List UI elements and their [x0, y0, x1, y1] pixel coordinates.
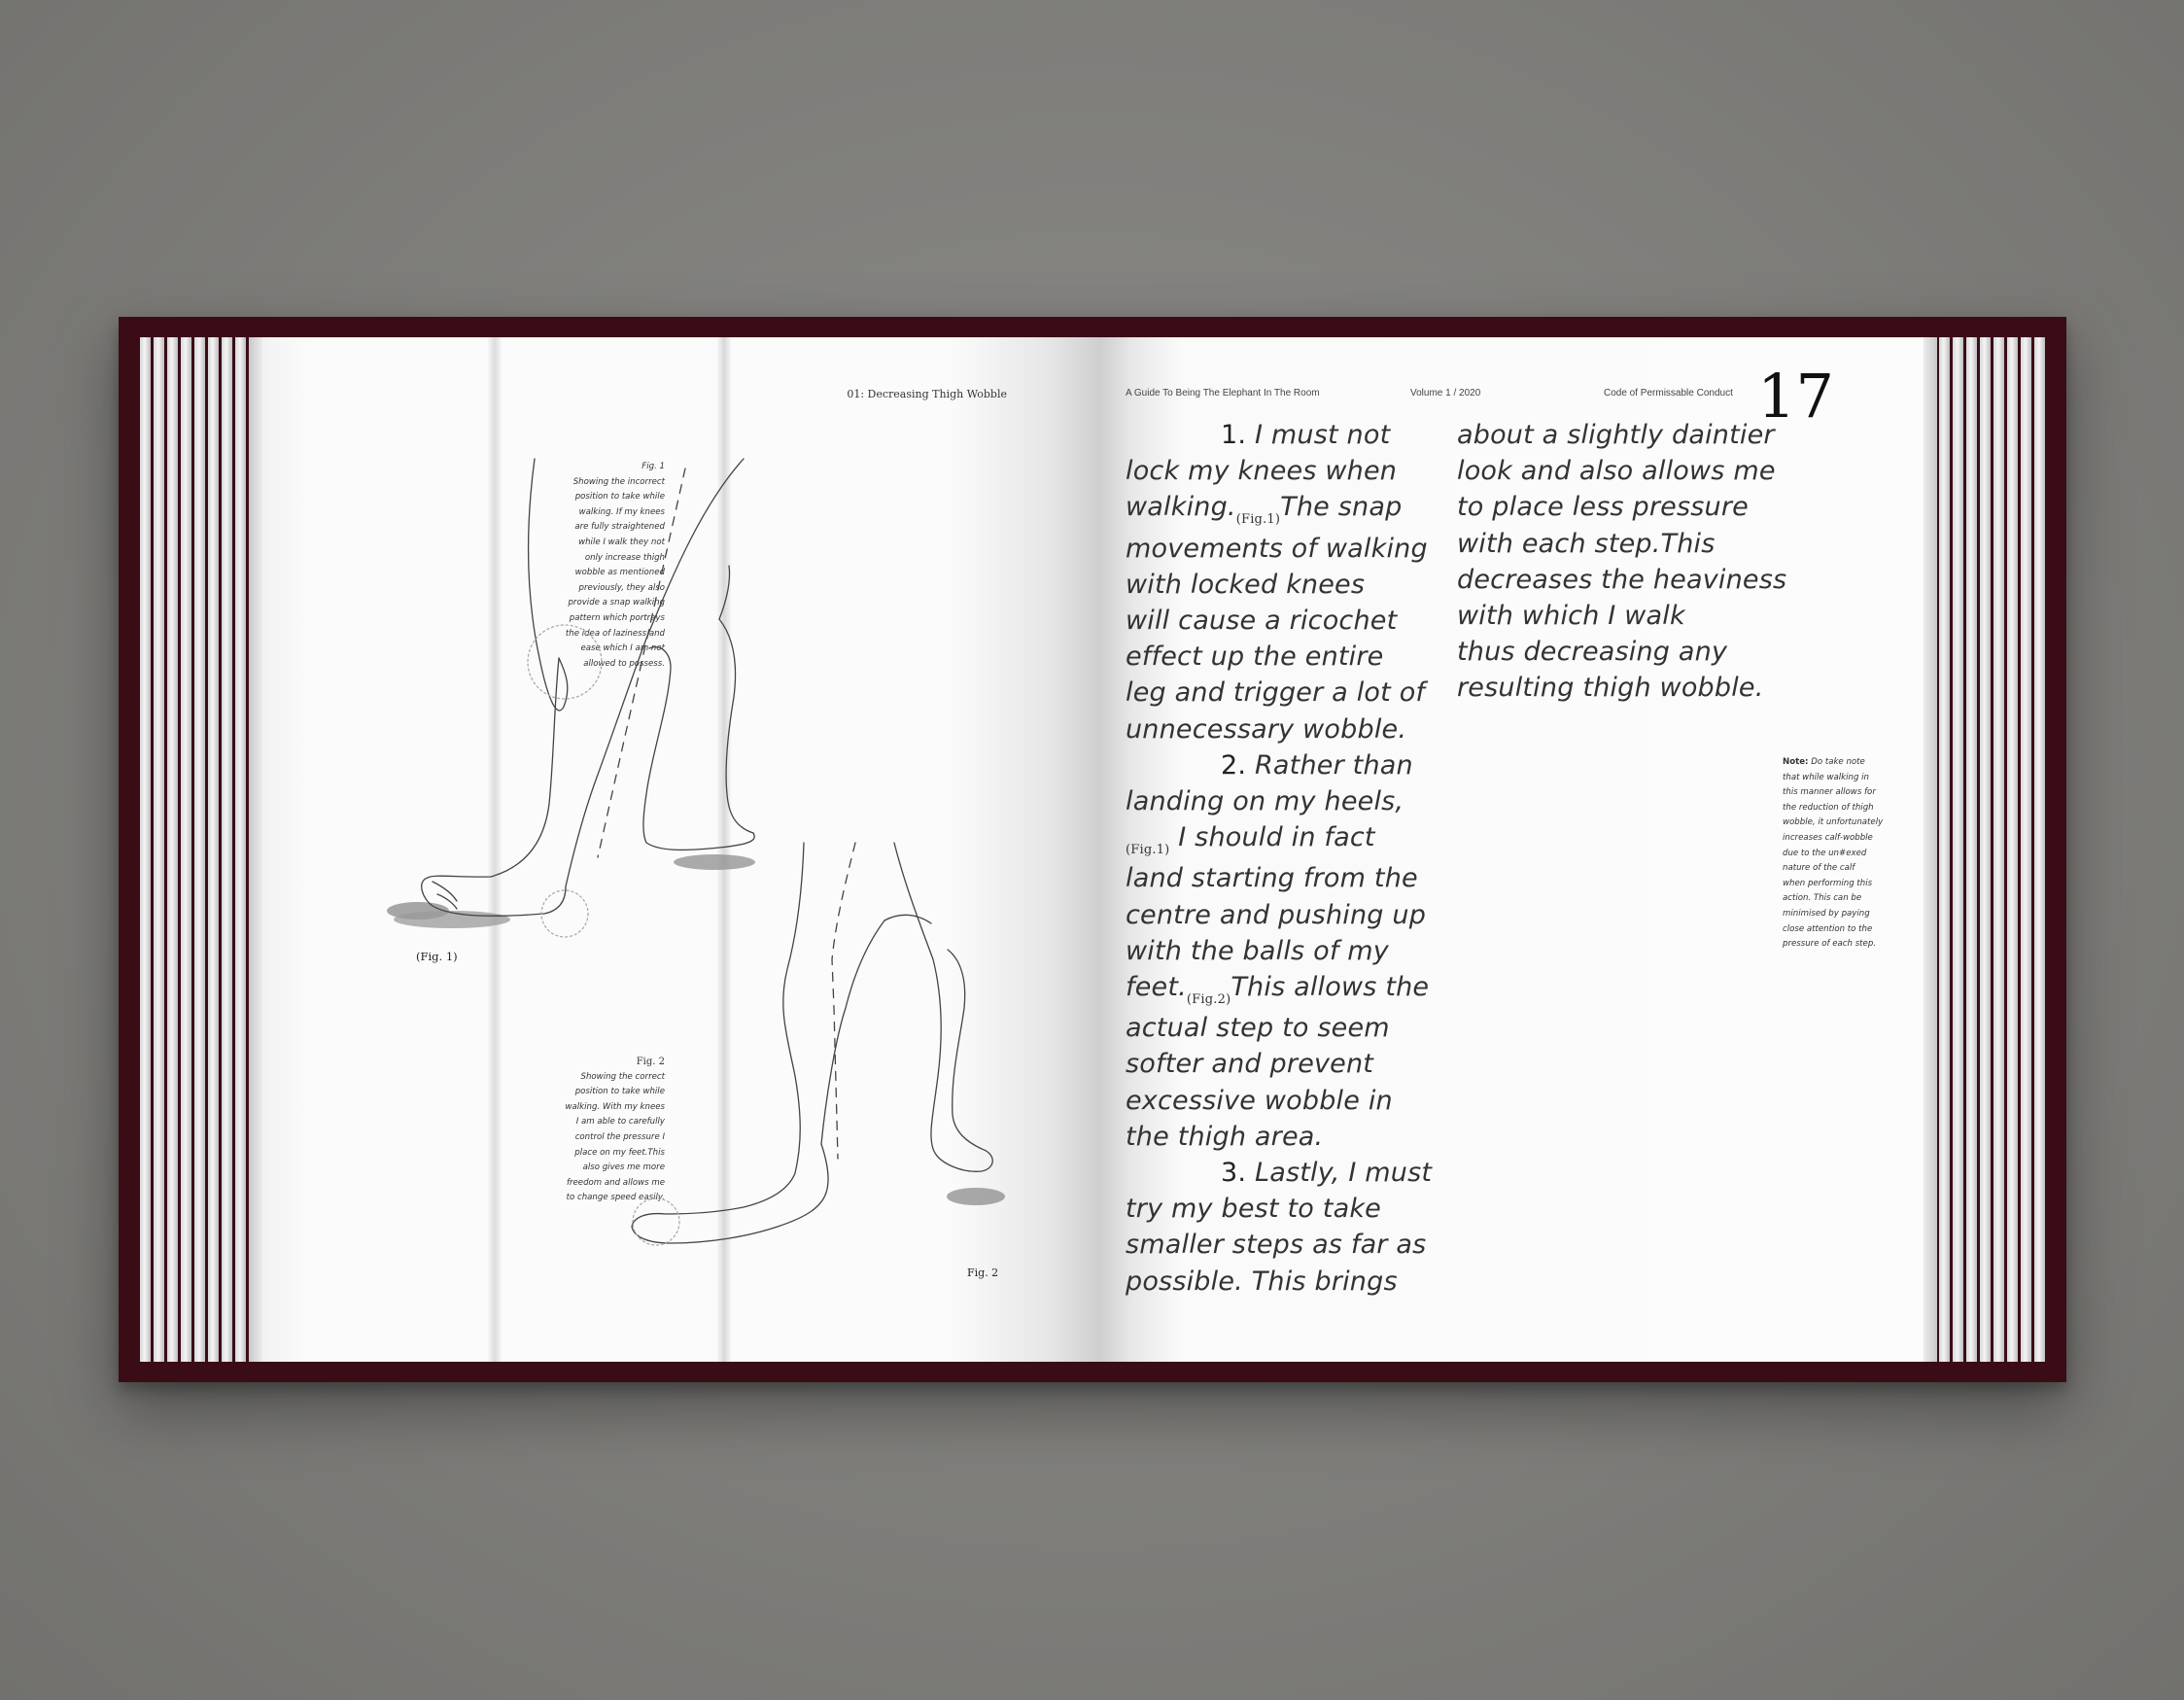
item-number: 2. — [1221, 749, 1247, 781]
leg-illustrations — [262, 337, 1100, 1362]
fig2-front-leg — [632, 843, 828, 1243]
caption-line: Showing the correct — [580, 1071, 665, 1082]
body-line: landing on my heels, — [1126, 786, 1404, 817]
fig1-caption-title: Fig. 1 — [641, 462, 665, 471]
caption-line: control the pressure I — [574, 1131, 665, 1142]
body-line: with each step.This — [1457, 528, 1716, 559]
fig2-axis-line — [832, 843, 855, 1159]
note-line: increases calf-wobble — [1783, 832, 1873, 843]
body-line: lock my knees when — [1126, 456, 1398, 487]
caption-line: provide a snap walking — [568, 598, 665, 608]
note-line: that while walking in — [1783, 772, 1869, 782]
side-note: Note: Do take note that while walking in this manner allows for the reduction of thigh wobble, it unfortunately increases calf-wobble due to the un#exed nature of the calf when performing this action. This can be minimised by paying close attention to the pressure of each step. — [1783, 755, 1883, 953]
caption-line: also gives me more — [582, 1162, 665, 1173]
body-line: the thigh area. — [1126, 1121, 1324, 1152]
volume-header: Volume 1 / 2020 — [1410, 388, 1481, 399]
note-line: wobble, it unfortunately — [1783, 817, 1884, 828]
body-line: to place less pressure — [1457, 492, 1749, 523]
caption-line: walking. If my knees — [578, 506, 665, 517]
caption-line: to change speed easily. — [566, 1193, 665, 1203]
caption-line: freedom and allows me — [566, 1177, 665, 1188]
caption-line: I am able to carefully — [575, 1117, 665, 1128]
knee-circle — [528, 625, 602, 699]
body-line: thus decreasing any — [1457, 637, 1728, 668]
body-line: softer and prevent — [1126, 1049, 1374, 1080]
caption-line: place on my feet.This — [574, 1147, 665, 1158]
note-line: when performing this — [1783, 878, 1873, 888]
caption-line: walking. With my knees — [565, 1101, 665, 1112]
caption-line: pattern which portrays — [569, 612, 665, 623]
caption-line: position to take while — [574, 492, 665, 503]
note-line: close attention to the — [1783, 923, 1873, 934]
caption-line: position to take while — [574, 1087, 665, 1097]
fig1-rear-leg — [643, 647, 754, 850]
body-column-1 — [1126, 417, 1432, 1300]
body-line: excessive wobble in — [1126, 1085, 1393, 1116]
body-line: look and also allows me — [1457, 456, 1776, 487]
body-line: with locked knees — [1126, 569, 1366, 600]
body-line: $walking._{(Fig.1)}The$ snap — [1126, 492, 1403, 528]
caption-line: while I walk they not — [578, 537, 665, 547]
right-page — [1100, 337, 1924, 1362]
body-line: will cause a ricochet — [1126, 606, 1398, 637]
note-line: this manner allows for — [1783, 787, 1876, 798]
left-page — [262, 337, 1100, 1362]
fig1-front-leg — [529, 459, 568, 711]
note-label: Note: — [1783, 757, 1809, 767]
fig1-label: (Fig. 1) — [416, 950, 458, 963]
note-line: pressure of each step. — [1783, 939, 1877, 950]
note-line: minimised by paying — [1783, 908, 1870, 919]
right-page-edges — [1924, 337, 2046, 1362]
body-line: 3. Lastly, I must — [1221, 1158, 1433, 1189]
foot-shadow — [394, 911, 510, 928]
body-line: 2. Rather than — [1221, 749, 1413, 781]
caption-line: wobble as mentioned — [574, 568, 665, 578]
body-line: centre and pushing up — [1126, 899, 1427, 930]
ankle-circle — [633, 1198, 679, 1245]
body-line: try my best to take — [1126, 1194, 1381, 1225]
body-line: movements of walking — [1126, 533, 1428, 564]
body-line: leg and trigger a lot of — [1126, 677, 1426, 709]
chapter-heading: 01: Decreasing Thigh Wobble — [847, 388, 1007, 400]
caption-line: Showing the incorrect — [572, 476, 665, 487]
caption-line: only increase thigh — [584, 552, 665, 563]
fig1-axis-line — [598, 468, 685, 857]
note-line: action. This can be — [1783, 893, 1862, 904]
body-line: unnecessary wobble. — [1126, 713, 1407, 745]
body-line: smaller steps as far as — [1126, 1230, 1427, 1261]
caption-line: are fully straightened — [574, 522, 665, 533]
left-page-edges — [140, 337, 262, 1362]
fig1-front-leg-back — [422, 658, 566, 916]
body-line: actual step to seem — [1126, 1013, 1390, 1044]
body-line: land starting from the — [1126, 863, 1418, 894]
note-line: the reduction of thigh — [1783, 802, 1874, 813]
foot-shadow — [947, 1188, 1005, 1205]
item-number: 1. — [1221, 420, 1247, 450]
body-line: $feet._{(Fig.2)}This$ allows the — [1126, 972, 1430, 1008]
body-line: about a slightly daintier — [1457, 420, 1775, 450]
figure-reference: (Fig.1) — [1235, 512, 1281, 528]
caption-line: the idea of laziness and — [565, 628, 665, 639]
body-line: with which I walk — [1457, 601, 1685, 632]
foot-shadow — [674, 854, 755, 870]
page-number: 17 — [1757, 361, 1834, 432]
fig1-front-leg-shin — [566, 459, 744, 886]
fig2-rear-leg — [894, 843, 992, 1171]
section-header: Code of Permissable Conduct — [1604, 388, 1733, 399]
figure-reference: (Fig.1) — [1126, 843, 1170, 858]
caption-line: ease which I am not — [580, 643, 665, 654]
body-line: resulting thigh wobble. — [1457, 673, 1764, 704]
body-line: effect up the entire — [1126, 642, 1384, 673]
item-number: 3. — [1221, 1158, 1247, 1189]
caption-line: previously, they also — [578, 582, 665, 593]
figure-reference: (Fig.2) — [1186, 992, 1231, 1008]
body-line: decreases the heaviness — [1457, 564, 1787, 595]
book-title-header: A Guide To Being The Elephant In The Room — [1126, 388, 1320, 399]
fig2-label: Fig. 2 — [967, 1266, 999, 1279]
caption-line: allowed to possess. — [583, 658, 665, 669]
body-line: with the balls of my — [1126, 935, 1389, 966]
body-line: possible. This brings — [1126, 1266, 1398, 1297]
fig2-caption-title: Fig. 2 — [636, 1057, 665, 1067]
body-line: 1. I must not — [1221, 420, 1391, 450]
body-line: $_{(Fig.1)}$ I should in fact — [1126, 822, 1375, 858]
body-column-2 — [1457, 417, 1786, 707]
note-line: nature of the calf — [1783, 863, 1855, 874]
note-line: due to the un#exed — [1783, 848, 1867, 858]
